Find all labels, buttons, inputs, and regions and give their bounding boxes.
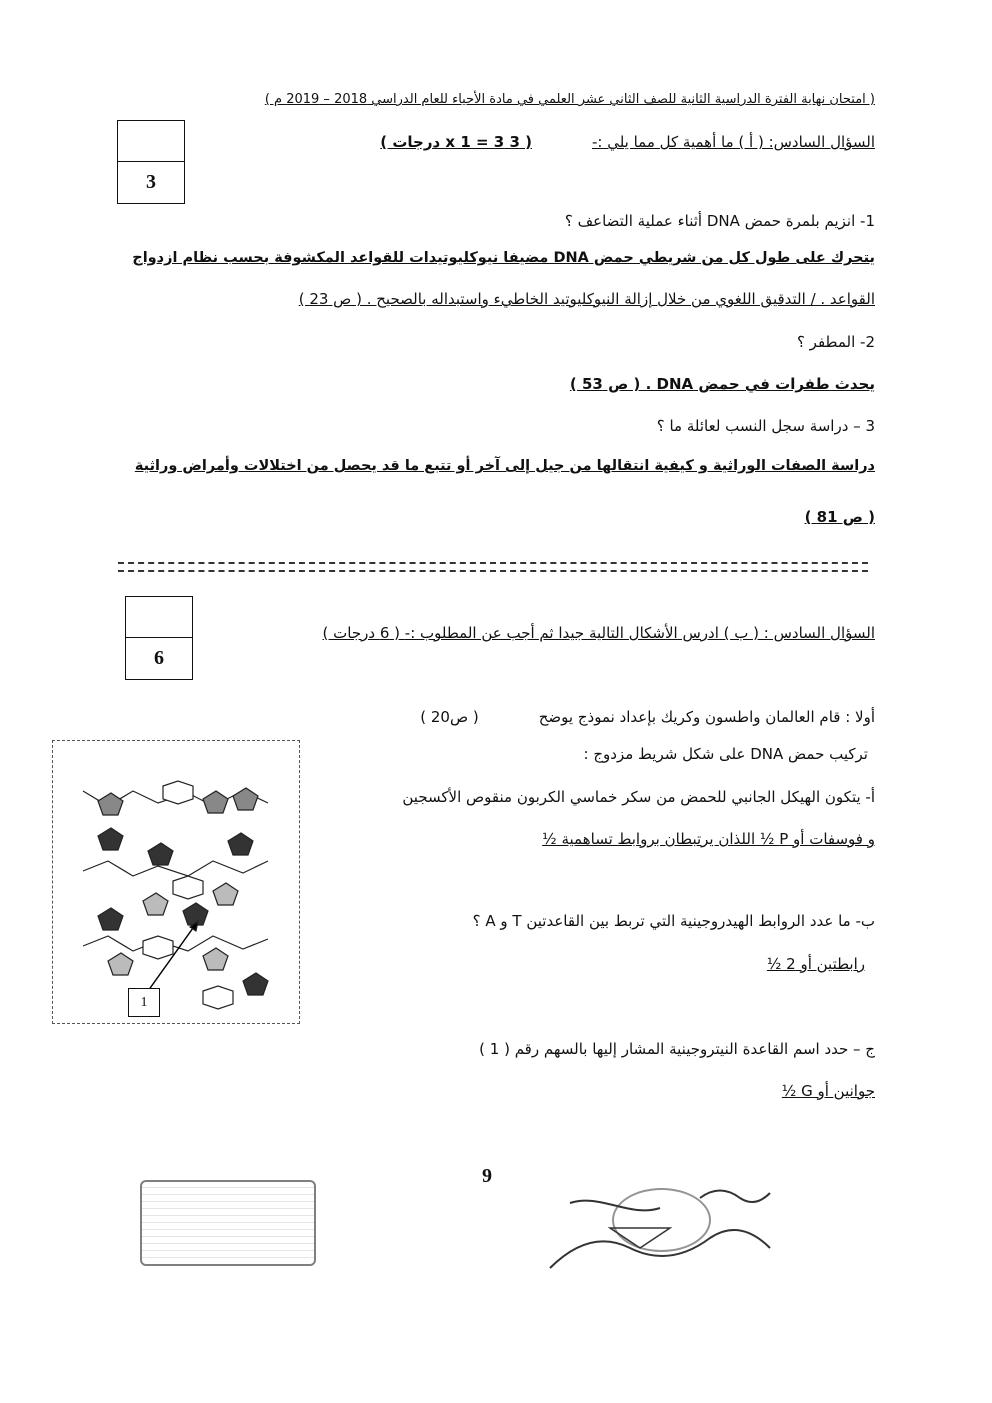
page-number: 9 bbox=[482, 1165, 492, 1187]
answer-1-line-1: يتحرك على طول كل من شريطي حمض DNA مضيفا نيوكليوتيدات للقواعد المكشوفة بحسب نظام ازدواج bbox=[132, 250, 875, 266]
exam-header: ( امتحان نهاية الفترة الدراسية الثانية للصف الثاني عشر العلمي في مادة الأحياء للعام الدراسي 2018 – 2019 م ) bbox=[264, 92, 875, 107]
arrow-label-1: 1 bbox=[128, 988, 160, 1017]
question-c: ج – حدد اسم القاعدة النيتروجينية المشار إليها بالسهم رقم ( 1 ) bbox=[479, 1040, 875, 1058]
question-2: 2- المطفر ؟ bbox=[796, 333, 875, 351]
score-box-part-b bbox=[125, 596, 193, 680]
question-3: 3 – دراسة سجل النسب لعائلة ما ؟ bbox=[656, 417, 875, 435]
score-value: 3 bbox=[146, 171, 156, 193]
answer-3-line-2: ( ص 81 ) bbox=[804, 508, 875, 526]
intro-line-2: تركيب حمض DNA على شكل شريط مزدوج : bbox=[583, 745, 868, 763]
part-b-title bbox=[323, 624, 875, 642]
question-b: ب- ما عدد الروابط الهيدروجينية التي تربط بين القاعدتين T و A ؟ bbox=[472, 912, 875, 930]
part-a-title bbox=[380, 133, 875, 151]
title-text: السؤال السادس : ( ب ) ادرس الأشكال التالية جيدا ثم أجب عن المطلوب :- bbox=[404, 624, 875, 642]
answer-b: رابطتين أو 2 ½ bbox=[766, 955, 865, 973]
answer-1-line-2: القواعد . / التدقيق اللغوي من خلال إزالة النيوكليوتيد الخاطيء واستبداله بالصحيح . ( ص 23 ) bbox=[298, 290, 875, 308]
ministry-stamp-left bbox=[140, 1180, 316, 1266]
marks-text: ( 3 x 1 = 3 درجات ) bbox=[380, 133, 532, 151]
section-divider bbox=[118, 562, 868, 572]
answer-a-line-2: و فوسفات أو P ½ اللذان يرتبطان بروابط تساهمية ½ bbox=[542, 830, 875, 848]
answer-a-line-1: أ- يتكون الهيكل الجانبي للحمض من سكر خماسي الكربون منقوص الأكسجين bbox=[402, 788, 875, 806]
dna-model-figure bbox=[52, 740, 300, 1024]
intro-text: أولا : قام العالمان واطسون وكريك بإعداد نموذج يوضح bbox=[538, 708, 875, 726]
intro-line-1 bbox=[420, 708, 875, 726]
title-text: السؤال السادس: ( أ ) ما أهمية كل مما يلي :- bbox=[591, 133, 875, 151]
answer-2: يحدث طفرات في حمض DNA . ( ص 53 ) bbox=[569, 375, 875, 393]
question-1: 1- انزيم بلمرة حمض DNA أثناء عملية التضاعف ؟ bbox=[564, 212, 875, 230]
dna-structure-drawing bbox=[53, 741, 299, 1023]
marks-text: ( 6 درجات ) bbox=[322, 624, 400, 642]
answer-c: جوانين أو G ½ bbox=[781, 1082, 875, 1100]
signature-scribble bbox=[540, 1168, 790, 1278]
score-box-part-a bbox=[117, 120, 185, 204]
signature bbox=[540, 1168, 790, 1278]
page-ref: ( ص20 ) bbox=[420, 708, 479, 726]
answer-3-line-1: دراسة الصفات الوراثية و كيفية انتقالها من جيل إلى آخر أو تتبع ما قد يحصل من اختلالات وأمراض وراثية bbox=[134, 458, 875, 474]
score-value: 6 bbox=[154, 647, 164, 669]
